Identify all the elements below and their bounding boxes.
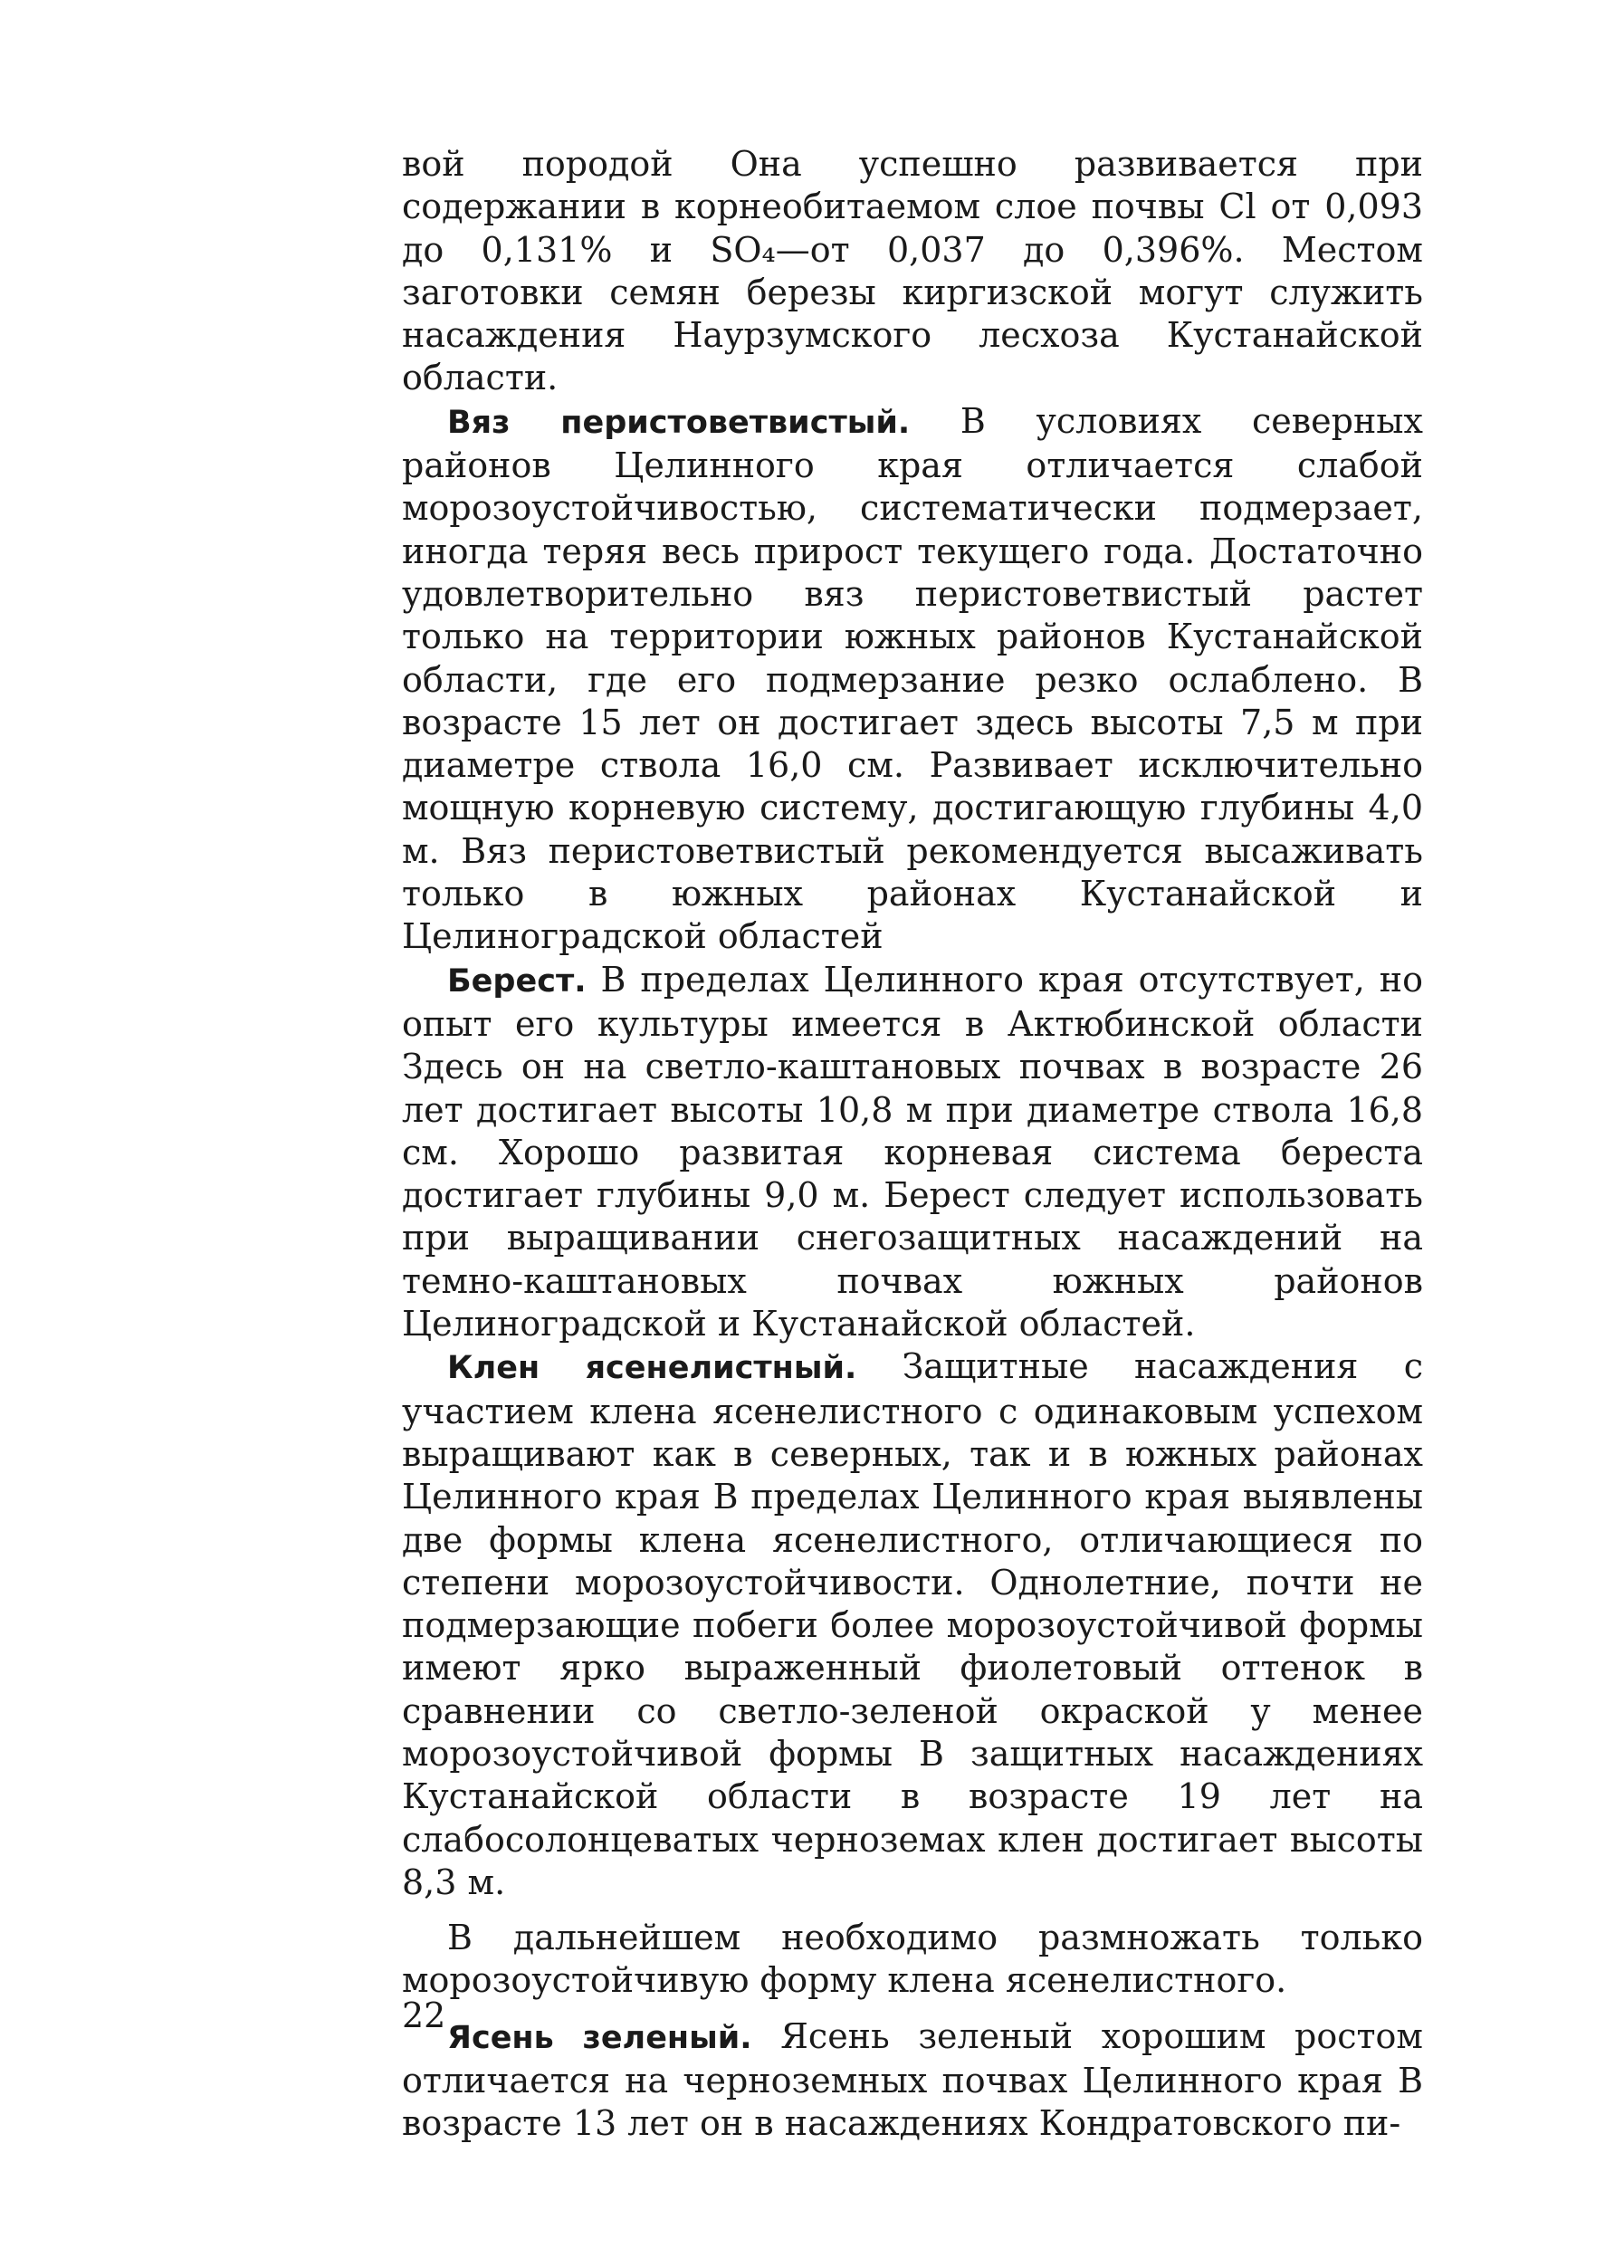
- paragraph-text: Ясень зеленый хорошим ростом отличается на черноземных почвах Целинного края В возрасте 13 лет он в насаждениях Кондратовского пи-: [402, 2015, 1423, 2144]
- paragraph-birch-continuation: [402, 143, 1423, 400]
- paragraph-maple-note: [402, 1917, 1423, 2003]
- paragraph-heading: Клен ясенелистный.: [447, 1350, 857, 1387]
- page-number: 22: [402, 1995, 446, 2035]
- paragraph-heading: Вяз перистоветвистый.: [447, 404, 911, 441]
- paragraph-text: вой породой Она успешно развивается при содержании в корнеобитаемом слое почвы Cl от 0,093 до 0,131% и SO₄—от 0,037 до 0,396%. Местом заготовки семян березы киргизской могут служить насаждения Наурзумского лесхоза Кустанайской области.: [402, 144, 1423, 398]
- paragraph-text: В дальнейшем необходимо размножать только морозоустойчивую форму клена ясенелистного.: [402, 1918, 1423, 2001]
- paragraph-maple: [402, 1345, 1423, 1904]
- paragraph-text: В условиях северных районов Целинного края отличается слабой морозоустойчивостью, систематически подмерзает, иногда теряя весь прирост текущего года. Достаточно удовлетворительно вяз перистоветвистый растет только на территории южных районов Кустанайской области, где его подмерзание резко ослаблено. В возрасте 15 лет он достигает здесь высоты 7,5 м при диаметре ствола 16,0 см. Развивает исключительно мощную корневую систему, достигающую глубины 4,0 м. Вяз перистоветвистый рекомендуется высаживать только в южных районах Кустанайской и Целиноградской областей: [402, 400, 1423, 957]
- paragraph-heading: Ясень зеленый.: [447, 2019, 752, 2056]
- paragraph-elm: [402, 400, 1423, 959]
- paragraph-text: Защитные насаждения с участием клена ясенелистного с одинаковым успехом выращивают как в северных, так и в южных районах Целинного края В пределах Целинного края выявлены две формы клена ясенелистного, отличающиеся по степени морозоустойчивости. Однолетние, почти не подмерзающие побеги более морозоустойчивой формы имеют ярко выраженный фиолетовый оттенок в сравнении со светло-зеленой окраской у менее морозоустойчивой формы В защитных насаждениях Кустанайской области в возрасте 19 лет на слабосолонцеватых черноземах клен достигает высоты 8,3 м.: [402, 1346, 1423, 1902]
- paragraph-text: В пределах Целинного края отсутствует, но опыт его культуры имеется в Актюбинской области Здесь он на светло-каштановых почвах в возрасте 26 лет достигает высоты 10,8 м при диаметре ствола 16,8 см. Хорошо развитая корневая система береста достигает глубины 9,0 м. Берест следует использовать при выращивании снегозащитных насаждений на темно-каштановых почвах южных районов Целиноградской и Кустанайской областей.: [402, 959, 1423, 1345]
- body-text: [402, 143, 1423, 2146]
- paragraph-berest: [402, 959, 1423, 1346]
- paragraph-heading: Берест.: [447, 962, 587, 1000]
- paragraph-ash: [402, 2015, 1423, 2146]
